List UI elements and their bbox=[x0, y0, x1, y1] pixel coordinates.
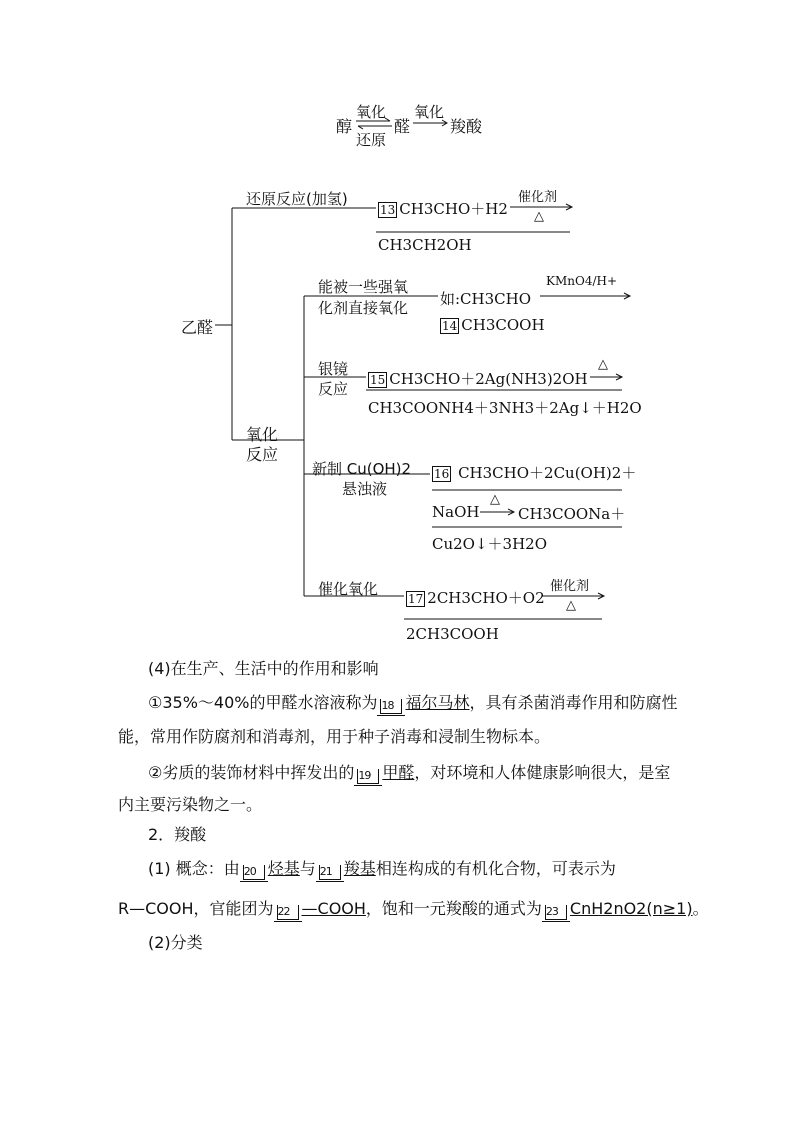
reduction-reactants: CH3CHO＋H2 bbox=[399, 200, 508, 218]
answer-hydrocarbyl: 烃基 bbox=[267, 859, 300, 878]
blank-number-22: 22 bbox=[277, 904, 290, 918]
reduction-branch-label: 还原反应(加氢) bbox=[246, 190, 348, 208]
answer-formaldehyde: 甲醛 bbox=[382, 763, 415, 782]
answer-blank-22 bbox=[274, 897, 302, 923]
heat-symbol: △ bbox=[534, 209, 544, 224]
catalytic-product: 2CH3COOH bbox=[406, 625, 499, 643]
alcohol-label: 醇 bbox=[336, 117, 353, 136]
reduction-label: 还原 bbox=[356, 131, 387, 149]
root-acetaldehyde: 乙醛 bbox=[181, 318, 214, 337]
para-formaldehyde bbox=[148, 756, 670, 790]
concept-mid: 与 bbox=[299, 859, 316, 878]
silver-heat-symbol: △ bbox=[598, 357, 608, 372]
answer-number-15: 15 bbox=[370, 373, 386, 387]
blank-number-23: 23 bbox=[545, 904, 558, 918]
answer-blank-19 bbox=[354, 761, 382, 787]
strong-oxidant-product-text: CH3COOH bbox=[461, 316, 545, 334]
fg-b: ，饱和一元羧酸的通式为 bbox=[365, 899, 542, 918]
cuoh-equation-line1 bbox=[432, 462, 636, 483]
kmno4-condition: KMnO4/H+ bbox=[546, 274, 618, 288]
answer-cooh: —COOH bbox=[301, 899, 366, 918]
answer-blank-21 bbox=[316, 857, 344, 883]
reduction-equation bbox=[378, 198, 508, 219]
section-4-title: (4)在生产、生活中的作用和影响 bbox=[148, 659, 379, 678]
cuoh-label-1: 新制 Cu(OH)2 bbox=[312, 460, 412, 478]
strong-oxidant-label-2: 化剂直接氧化 bbox=[318, 299, 409, 317]
catalytic-reactants: 2CH3CHO＋O2 bbox=[427, 589, 545, 607]
answer-number-14: 14 bbox=[442, 319, 458, 333]
catalytic-equation bbox=[406, 587, 545, 608]
catalyst-label: 催化剂 bbox=[518, 190, 558, 205]
answer-carboxyl: 羧基 bbox=[343, 859, 376, 878]
blank-number-20: 20 bbox=[243, 864, 256, 878]
oxidation-branch-label-2: 反应 bbox=[246, 445, 279, 464]
cuoh-line2-b: CH3COONa＋ bbox=[518, 505, 626, 523]
para-formalin-cont: 能，常用作防腐剂和消毒剂，用于种子消毒和浸制生物标本。 bbox=[118, 727, 551, 746]
silver-mirror-label-2: 反应 bbox=[318, 380, 349, 398]
para-formalin-b: ，具有杀菌消毒作用和防腐性 bbox=[469, 693, 678, 712]
oxidation-label: 氧化 bbox=[356, 103, 387, 121]
strong-oxidant-reactants: 如:CH3CHO bbox=[440, 290, 532, 308]
answer-blank-23 bbox=[542, 897, 570, 923]
silver-reactants: CH3CHO＋2Ag(NH3)2OH bbox=[389, 370, 588, 388]
classification-title: (2)分类 bbox=[148, 933, 203, 952]
answer-blank-20 bbox=[240, 857, 268, 883]
cuoh-line2-a: NaOH bbox=[432, 503, 480, 521]
silver-mirror-label-1: 银镜 bbox=[318, 360, 349, 378]
answer-number-17: 17 bbox=[408, 592, 424, 606]
oxidation-branch-label-1: 氧化 bbox=[246, 425, 279, 444]
concept-b: 相连构成的有机化合物，可表示为 bbox=[375, 859, 616, 878]
cuoh-line3: Cu2O↓＋3H2O bbox=[432, 535, 548, 553]
answer-blank-18 bbox=[377, 691, 405, 717]
aldehyde-label: 醛 bbox=[394, 117, 411, 136]
silver-mirror-equation bbox=[368, 368, 588, 389]
cuoh-heat-symbol: △ bbox=[490, 492, 500, 507]
catalytic-catalyst: 催化剂 bbox=[550, 579, 590, 594]
acid-label: 羧酸 bbox=[450, 117, 483, 136]
strong-oxidant-label-1: 能被一些强氧 bbox=[318, 278, 409, 296]
para-carboxylic-concept bbox=[148, 852, 616, 886]
cuoh-label-2: 悬浊液 bbox=[342, 480, 388, 498]
section-2-title: 2．羧酸 bbox=[148, 825, 207, 844]
para-formaldehyde-cont: 内主要污染物之一。 bbox=[118, 795, 263, 814]
answer-formalin: 福尔马林 bbox=[405, 693, 470, 712]
blank-number-19: 19 bbox=[358, 768, 371, 782]
reduction-product: CH3CH2OH bbox=[378, 236, 472, 254]
para-formalin-a: ①35%～40%的甲醛水溶液称为 bbox=[148, 693, 378, 712]
catalytic-heat: △ bbox=[566, 598, 576, 613]
concept-a: (1) 概念：由 bbox=[148, 859, 240, 878]
answer-number-16: 16 bbox=[434, 467, 450, 481]
para-formalin bbox=[148, 686, 678, 720]
answer-general-formula: CnH2nO2(n≥1) bbox=[569, 899, 693, 918]
para-formaldehyde-b: ，对环境和人体健康影响很大，是室 bbox=[414, 763, 671, 782]
answer-number-13: 13 bbox=[380, 203, 396, 217]
strong-oxidant-product bbox=[440, 316, 545, 334]
blank-number-18: 18 bbox=[381, 698, 394, 712]
fg-end: 。 bbox=[692, 899, 709, 918]
cuoh-line1-text: CH3CHO＋2Cu(OH)2＋ bbox=[458, 464, 637, 482]
fg-a: R—COOH，官能团为 bbox=[118, 899, 274, 918]
para-formaldehyde-a: ②劣质的装饰材料中挥发出的 bbox=[148, 763, 355, 782]
catalytic-oxidation-label: 催化氧化 bbox=[318, 580, 379, 598]
blank-number-21: 21 bbox=[319, 864, 332, 878]
silver-product: CH3COONH4＋3NH3＋2Ag↓＋H2O bbox=[368, 399, 642, 417]
oxidation-label-2: 氧化 bbox=[414, 103, 445, 121]
para-functional-group bbox=[118, 892, 709, 926]
